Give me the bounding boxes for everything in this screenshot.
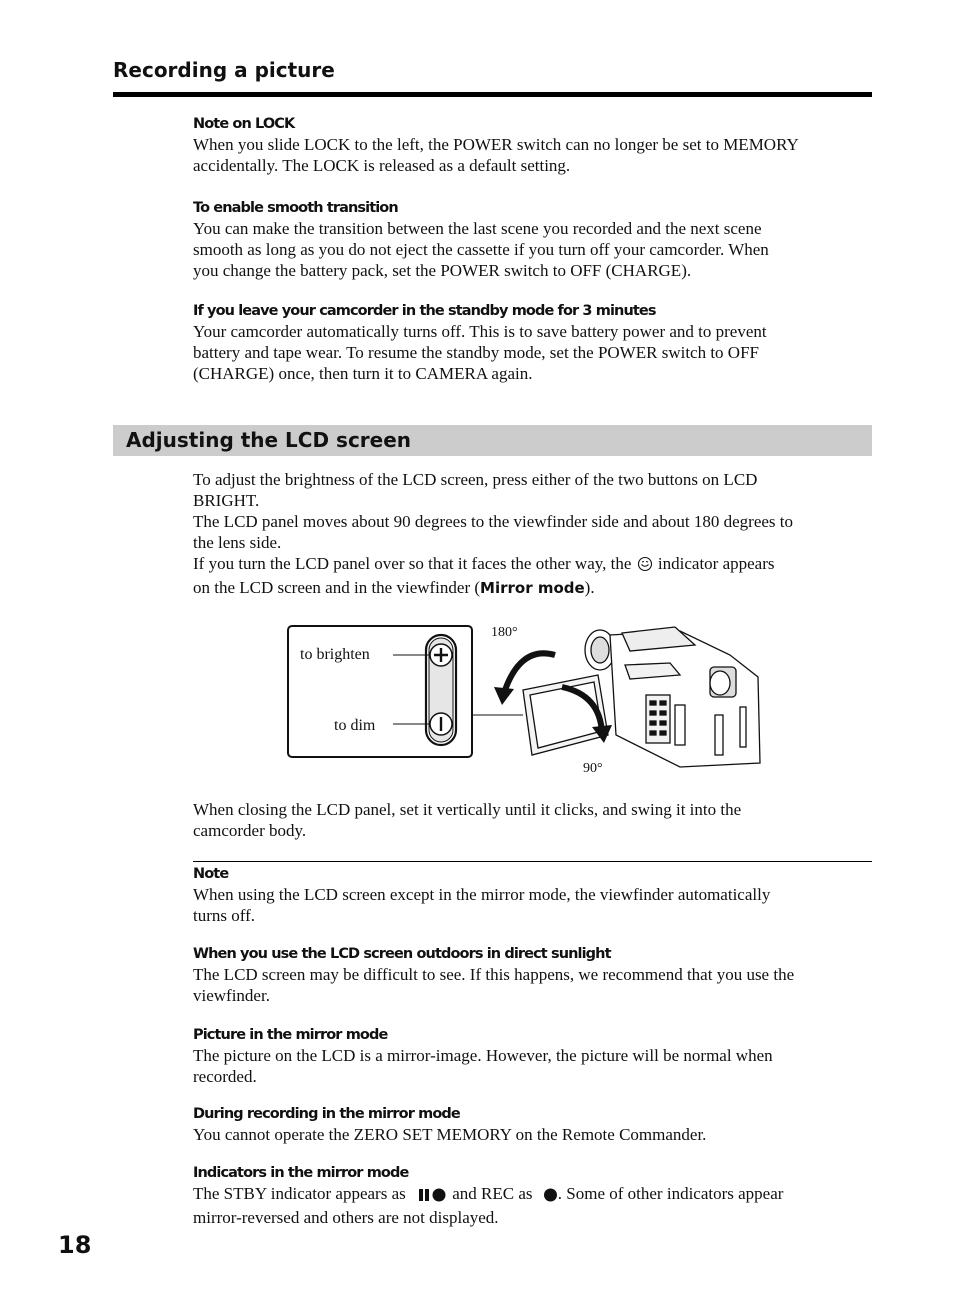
note-line: recorded. xyxy=(193,1067,257,1086)
mirror-mode-term: Mirror mode xyxy=(480,579,585,597)
page-header-title: Recording a picture xyxy=(113,58,335,82)
indicators-line xyxy=(193,1183,865,1207)
section-intro xyxy=(193,469,865,599)
note-standby xyxy=(193,301,865,384)
mirror-line xyxy=(193,553,865,577)
angle-90-label: 90° xyxy=(583,761,603,776)
note-line: (CHARGE) once, then turn it to CAMERA again. xyxy=(193,364,533,383)
mirror-line xyxy=(193,577,865,599)
note-mirror-picture xyxy=(193,1025,865,1087)
note-line: turns off. xyxy=(193,906,256,925)
indicators-text: . Some of other indicators appear xyxy=(557,1184,784,1203)
note-line: When using the LCD screen except in the mirror mode, the viewfinder automatically xyxy=(193,885,771,904)
closing-line: When closing the LCD panel, set it vertically until it clicks, and swing it into the xyxy=(193,800,742,819)
intro-line: BRIGHT. xyxy=(193,491,260,510)
stby-indicator-icon xyxy=(418,1186,448,1207)
intro-line: The LCD panel moves about 90 degrees to the viewfinder side and about 180 degrees to xyxy=(193,512,794,531)
note-line: smooth as long as you do not eject the cassette if you turn off your camcorder. When xyxy=(193,240,769,259)
indicators-line: mirror-reversed and others are not displayed. xyxy=(193,1208,499,1227)
note-heading: When you use the LCD screen outdoors in direct sunlight xyxy=(193,946,611,962)
note-line: viewfinder. xyxy=(193,986,270,1005)
note-smooth-transition xyxy=(193,198,865,281)
dim-label: to dim xyxy=(334,717,376,734)
note-line: The LCD screen may be difficult to see. If this happens, we recommend that you use the xyxy=(193,965,795,984)
note-mirror-recording xyxy=(193,1104,865,1145)
note-heading: Indicators in the mirror mode xyxy=(193,1165,409,1181)
note-line: battery and tape wear. To resume the standby mode, set the POWER switch to OFF xyxy=(193,343,759,362)
note-lock xyxy=(193,114,865,176)
note-heading: To enable smooth transition xyxy=(193,200,398,216)
note-line: accidentally. The LOCK is released as a default setting. xyxy=(193,156,571,175)
mirror-text: on the LCD screen and in the viewfinder ( xyxy=(193,578,481,597)
note-line: you change the battery pack, set the POWER switch to OFF (CHARGE). xyxy=(193,261,692,280)
mirror-text: If you turn the LCD panel over so that it faces the other way, the xyxy=(193,554,632,573)
note-sunlight xyxy=(193,944,865,1006)
closing-line: camcorder body. xyxy=(193,821,307,840)
notes-divider xyxy=(193,861,872,862)
mirror-text: indicator appears xyxy=(657,554,775,573)
note-line: You can make the transition between the last scene you recorded and the next scene xyxy=(193,219,762,238)
mirror-mode-icon xyxy=(636,556,654,577)
note-line: The picture on the LCD is a mirror-image. However, the picture will be normal when xyxy=(193,1046,773,1065)
rec-indicator-icon xyxy=(543,1186,558,1207)
note-heading: Note on LOCK xyxy=(193,116,295,132)
header-rule xyxy=(113,92,872,97)
lcd-figure xyxy=(280,615,780,785)
note-indicators xyxy=(193,1163,865,1228)
intro-line: the lens side. xyxy=(193,533,282,552)
intro-line: To adjust the brightness of the LCD screen, press either of the two buttons on LCD xyxy=(193,470,758,489)
indicators-text: and REC as xyxy=(452,1184,533,1203)
angle-180-label: 180° xyxy=(491,625,518,640)
note-line: You cannot operate the ZERO SET MEMORY on the Remote Commander. xyxy=(193,1125,707,1144)
note-line: Your camcorder automatically turns off. This is to save battery power and to prevent xyxy=(193,322,767,341)
note-heading: Picture in the mirror mode xyxy=(193,1027,388,1043)
note-heading: If you leave your camcorder in the standby mode for 3 minutes xyxy=(193,303,656,319)
note-heading: During recording in the mirror mode xyxy=(193,1106,460,1122)
note-line: When you slide LOCK to the left, the POWER switch can no longer be set to MEMORY xyxy=(193,135,799,154)
page-number: 18 xyxy=(58,1231,92,1259)
brighten-label: to brighten xyxy=(300,646,370,663)
note-heading: Note xyxy=(193,866,229,882)
note-viewfinder xyxy=(193,864,865,926)
indicators-text: The STBY indicator appears as xyxy=(193,1184,406,1203)
camcorder-illustration xyxy=(523,627,760,767)
mirror-text: ). xyxy=(584,578,595,597)
closing-paragraph xyxy=(193,799,865,841)
section-header-bar xyxy=(113,425,872,456)
section-title: Adjusting the LCD screen xyxy=(126,428,412,452)
